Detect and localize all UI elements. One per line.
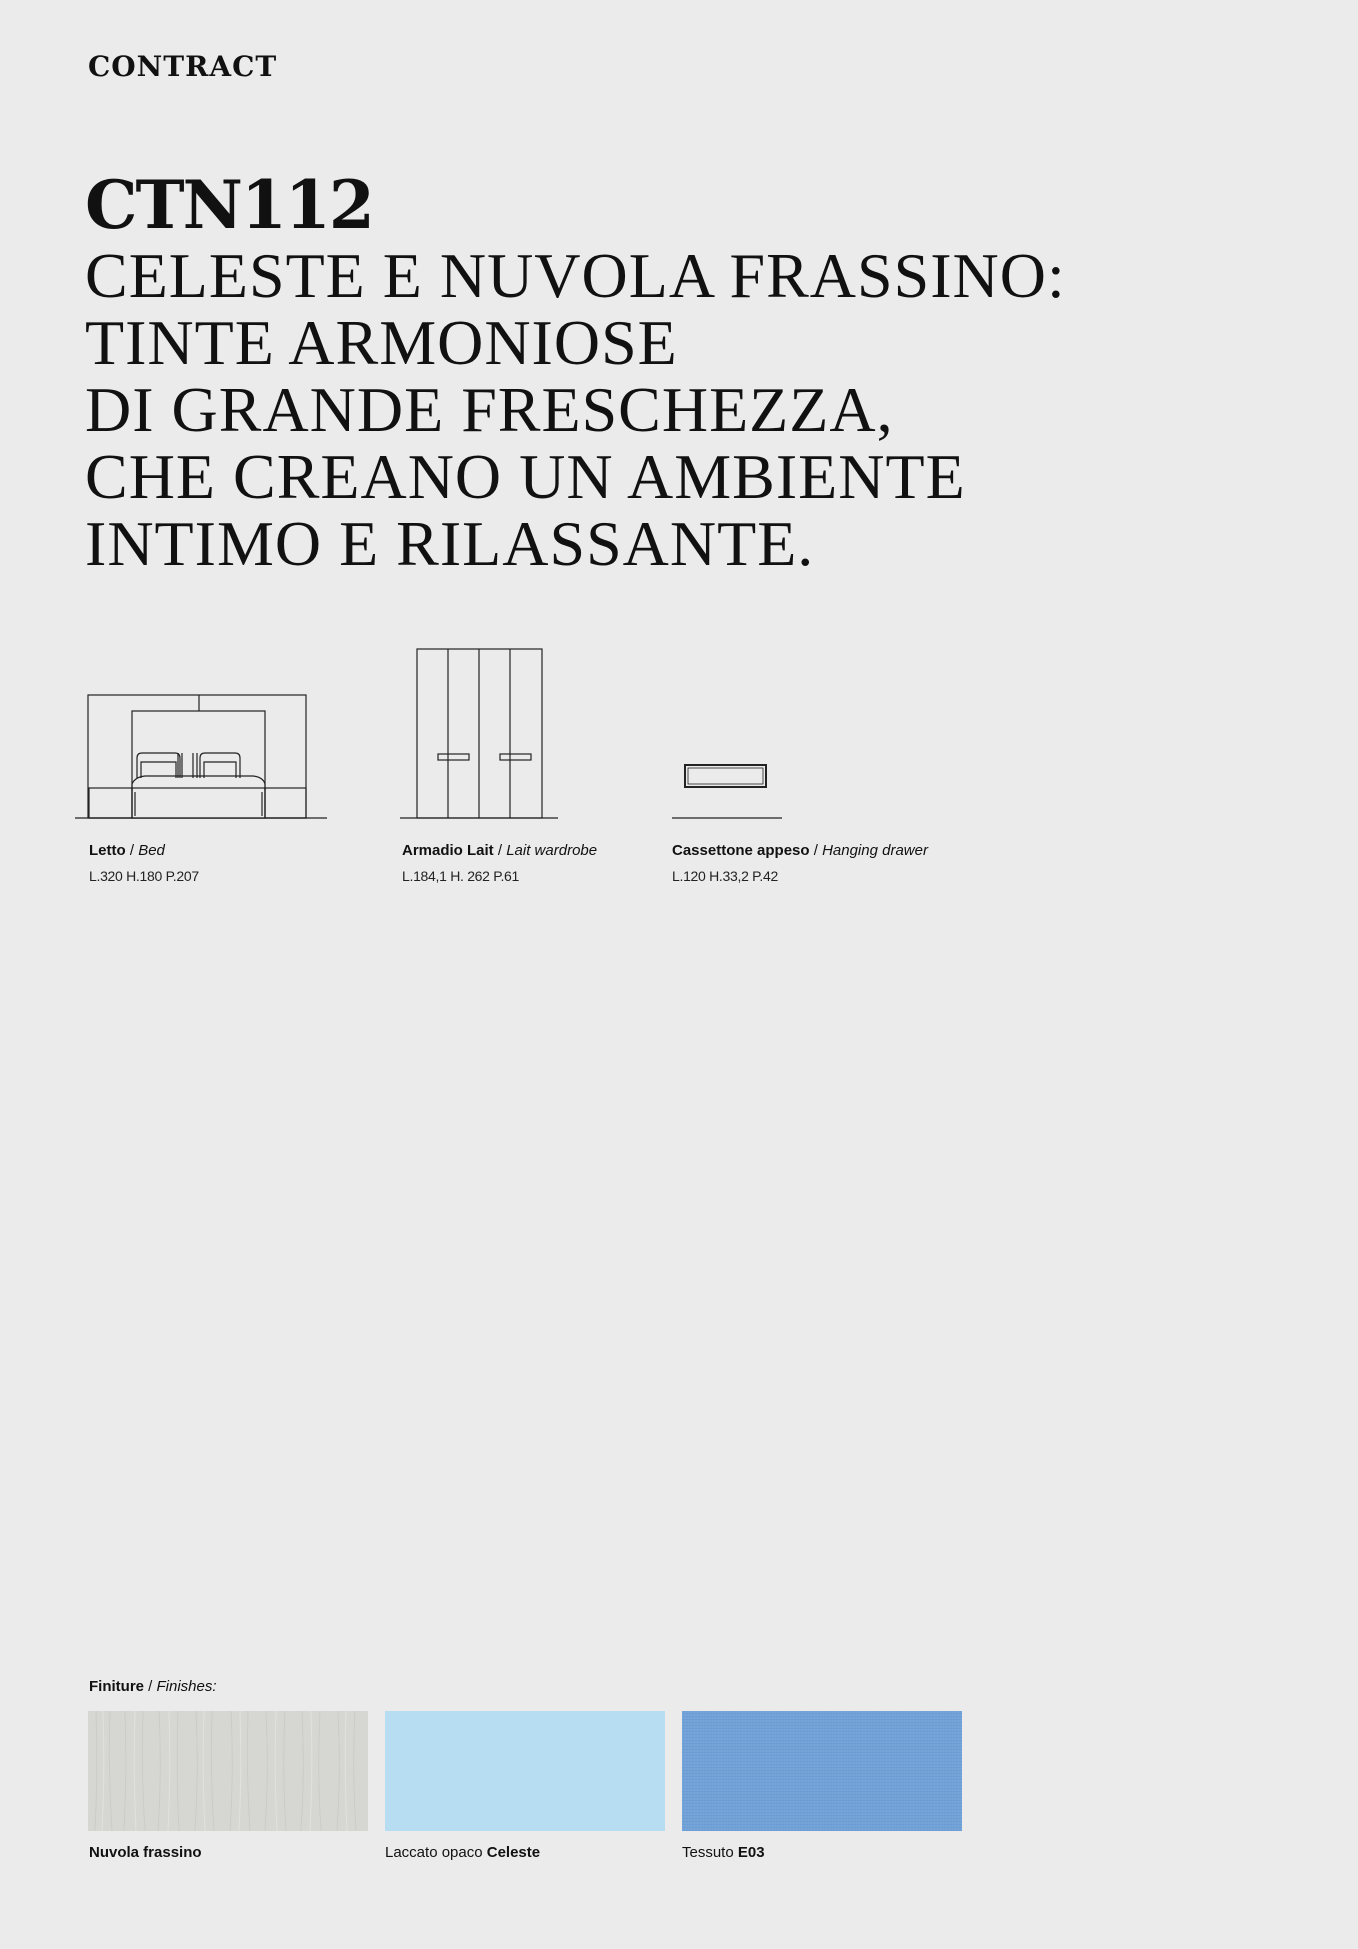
swatch-name: Celeste bbox=[486, 1844, 541, 1861]
product-caption-wardrobe bbox=[402, 842, 597, 859]
fabric-texture bbox=[682, 1711, 962, 1831]
bed-drawing bbox=[75, 640, 331, 824]
product-name: Armadio Lait bbox=[402, 842, 494, 859]
product-name-en: Bed bbox=[138, 842, 165, 859]
swatch-prefix: Laccato opaco bbox=[385, 1844, 487, 1861]
swatch-name: E03 bbox=[737, 1844, 765, 1861]
swatch-label-celeste bbox=[385, 1844, 540, 1861]
product-dims-bed: L.320 H.180 P.207 bbox=[89, 868, 199, 884]
swatch-name: Nuvola frassino bbox=[89, 1844, 202, 1861]
brand-title: CONTRACT bbox=[88, 50, 278, 83]
wood-texture bbox=[88, 1711, 368, 1831]
caption-separator: / bbox=[493, 842, 507, 859]
caption-separator: / bbox=[809, 842, 823, 859]
hanging-drawer-icon bbox=[670, 640, 790, 824]
swatch-nuvola-frassino bbox=[88, 1711, 368, 1831]
finishes-label-it: Finiture bbox=[89, 1678, 144, 1695]
swatch-label-e03 bbox=[682, 1844, 765, 1861]
headline-line: TINTE ARMONIOSE bbox=[85, 307, 678, 378]
bed-icon bbox=[75, 640, 331, 824]
hanging-drawer-drawing bbox=[670, 640, 790, 824]
caption-separator: / bbox=[125, 842, 139, 859]
headline-line: CELESTE E NUVOLA FRASSINO: bbox=[85, 240, 1066, 311]
product-code: CTN112 bbox=[85, 166, 373, 244]
product-caption-bed bbox=[89, 842, 165, 859]
product-dims-hanging-drawer: L.120 H.33,2 P.42 bbox=[672, 868, 778, 884]
product-caption-hanging-drawer bbox=[672, 842, 928, 859]
product-name: Cassettone appeso bbox=[672, 842, 810, 859]
swatch-celeste bbox=[385, 1711, 665, 1831]
lacquer-texture bbox=[385, 1711, 665, 1831]
headline-line: DI GRANDE FRESCHEZZA, bbox=[85, 374, 894, 445]
headline-line: INTIMO E RILASSANTE. bbox=[85, 508, 815, 579]
swatch-prefix: Tessuto bbox=[682, 1844, 738, 1861]
finishes-label-en: Finishes: bbox=[156, 1678, 217, 1695]
headline bbox=[85, 242, 1066, 577]
wardrobe-drawing bbox=[400, 640, 560, 824]
product-name-en: Hanging drawer bbox=[822, 842, 928, 859]
product-name-en: Lait wardrobe bbox=[506, 842, 598, 859]
finishes-label bbox=[89, 1678, 217, 1695]
wardrobe-icon bbox=[400, 640, 560, 824]
caption-separator: / bbox=[144, 1678, 157, 1695]
swatch-label-nuvola-frassino bbox=[89, 1844, 202, 1861]
swatch-e03 bbox=[682, 1711, 962, 1831]
product-name: Letto bbox=[89, 842, 126, 859]
headline-line: CHE CREANO UN AMBIENTE bbox=[85, 441, 966, 512]
product-dims-wardrobe: L.184,1 H. 262 P.61 bbox=[402, 868, 520, 884]
